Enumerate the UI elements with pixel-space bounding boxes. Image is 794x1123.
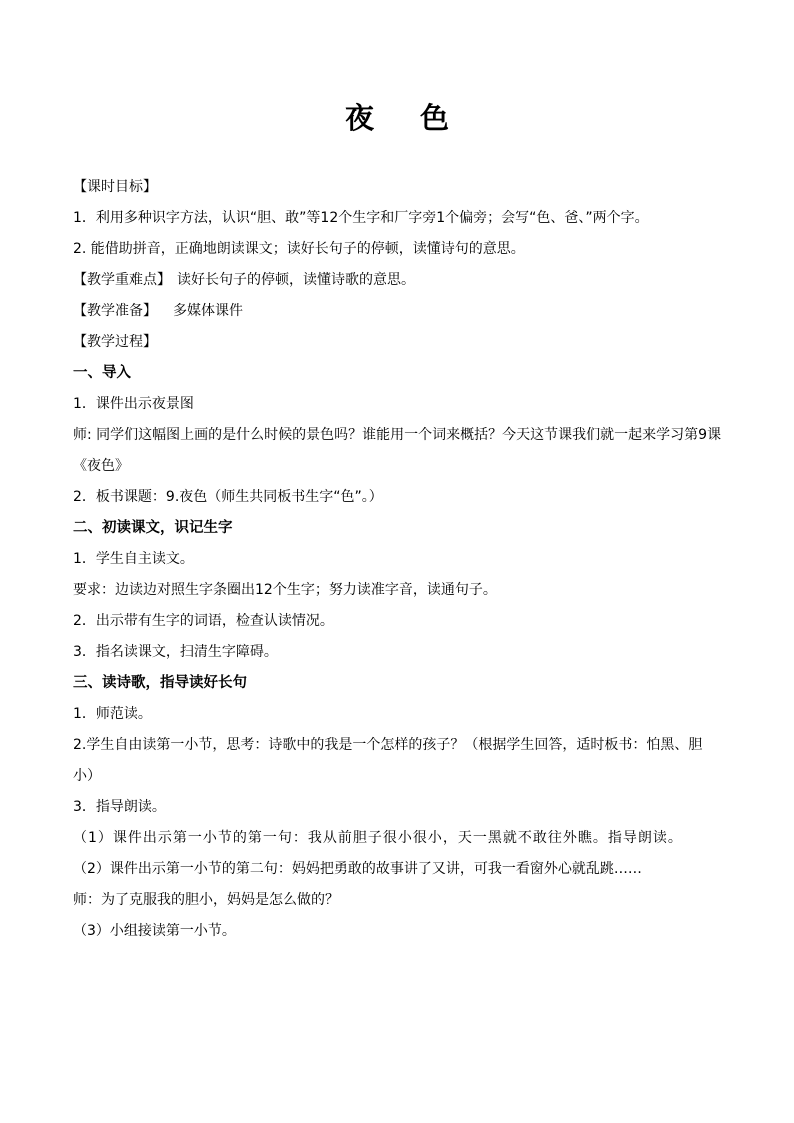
section-3-item-4: （1）课件出示第一小节的第一句：我从前胆子很小很小，天一黑就不敢往外瞧。指导朗读。: [73, 830, 683, 846]
section-3-heading: 三、读诗歌，指导读好长句: [73, 675, 247, 691]
section-2-item-1: 1．学生自主读文。: [73, 551, 194, 567]
section-3-item-3: 3．指导朗读。: [73, 799, 166, 815]
key-points-line: [73, 265, 723, 296]
section-2-item-4: 3．指名读课文，扫清生字障碍。: [73, 644, 278, 660]
process-heading: 【教学过程】: [73, 334, 157, 350]
section-2-item-3: 2．出示带有生字的词语，检查认读情况。: [73, 613, 334, 629]
section-1-heading: 一、导入: [73, 365, 131, 381]
page-title: 夜 色: [344, 101, 468, 135]
goals-heading: 【课时目标】: [73, 179, 157, 195]
section-2-heading: 二、初读课文，识记生字: [73, 520, 233, 536]
key-points-heading: 【教学重难点】: [73, 272, 171, 288]
section-1-item-3: 2．板书课题：9.夜色（师生共同板书生字“色”。）: [73, 489, 383, 505]
section-3-item-2: 2.学生自由读第一小节，思考：诗歌中的我是一个怎样的孩子？（根据学生回答，适时板书：怕黑、胆小）: [73, 737, 703, 784]
preparation-heading: 【教学准备】: [73, 303, 157, 319]
section-2-item-2: 要求：边读边对照生字条圈出12个生字；努力读准字音，读通句子。: [73, 582, 497, 598]
preparation-line: [73, 296, 723, 327]
preparation-text: 多媒体课件: [173, 303, 243, 319]
section-3-item-1: 1．师范读。: [73, 706, 152, 722]
document-body: [73, 172, 723, 947]
section-1-item-1: 1．课件出示夜景图: [73, 396, 194, 412]
goal-1: 1．利用多种识字方法，认识“胆、敢”等12个生字和厂字旁1个偏旁；会写“色、爸、”两个字。: [73, 210, 649, 226]
section-3-item-5: （2）课件出示第一小节的第二句：妈妈把勇敢的故事讲了又讲，可我一看窗外心就乱跳……: [73, 861, 642, 877]
section-3-item-7: （3）小组接读第一小节。: [73, 923, 236, 939]
key-points-text: 读好长句子的停顿，读懂诗歌的意思。: [177, 272, 415, 288]
section-3-item-6: 师：为了克服我的胆小，妈妈是怎么做的？: [73, 892, 339, 908]
goal-2: 2. 能借助拼音，正确地朗读课文；读好长句子的停顿，读懂诗句的意思。: [73, 241, 525, 257]
section-1-item-2: 师: 同学们这幅图上画的是什么时候的景色吗？谁能用一个词来概括？今天这节课我们就一起来学习第9课《夜色》: [73, 427, 722, 474]
